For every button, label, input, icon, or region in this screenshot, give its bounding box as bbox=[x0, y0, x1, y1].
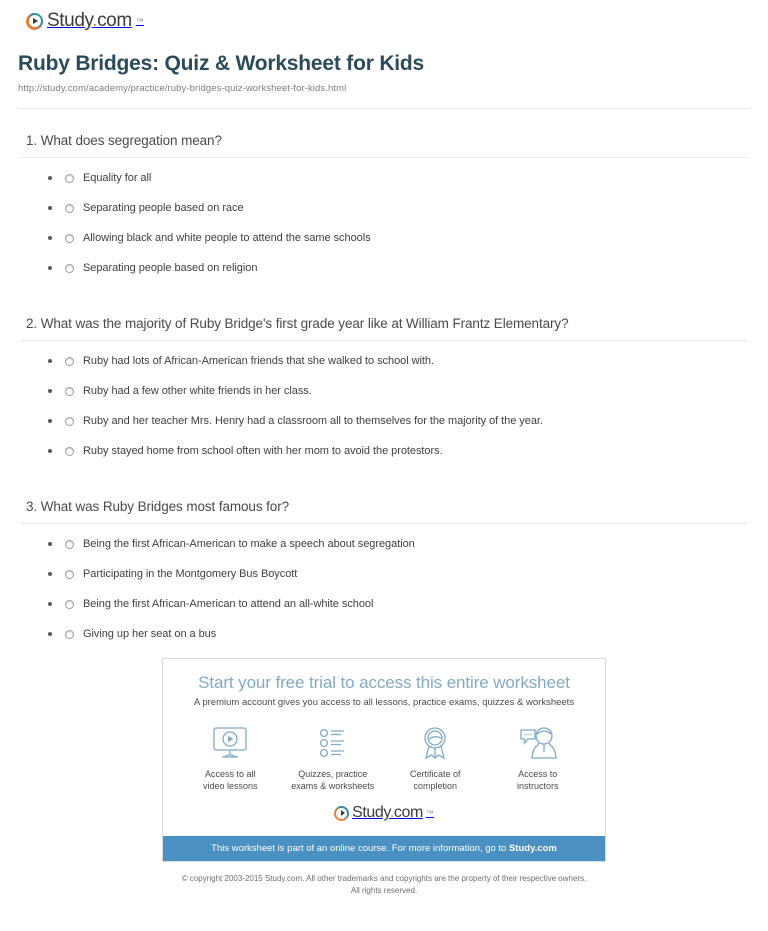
question-prompt-2: 2. What was the majority of Ruby Bridge's first grade year like at William Frantz Elementary? bbox=[26, 316, 569, 331]
studycom-logo[interactable] bbox=[26, 10, 144, 32]
logo-word-suffix: com bbox=[97, 10, 132, 31]
question-block-1 bbox=[14, 109, 754, 274]
logo-word-suffix: com bbox=[393, 804, 423, 822]
free-trial-promo-box bbox=[162, 658, 606, 862]
bullet-icon bbox=[48, 236, 52, 240]
promo-subtitle: A premium account gives you access to all lessons, practice exams, quizzes & worksheets bbox=[193, 697, 575, 708]
choice-label: Separating people based on religion bbox=[83, 262, 258, 274]
choice-list-1 bbox=[18, 158, 750, 274]
perk-label bbox=[487, 768, 590, 792]
radio-button-icon[interactable] bbox=[65, 630, 74, 639]
bullet-icon bbox=[48, 266, 52, 270]
award-ribbon-icon bbox=[384, 724, 487, 762]
perk-label-line2: instructors bbox=[516, 781, 559, 792]
instructor-chat-icon bbox=[487, 724, 590, 762]
choice-item[interactable] bbox=[48, 355, 750, 367]
copyright-line-1: © copyright 2003-2015 Study.com. All other trademarks and copyrights are the property of their respective owners. bbox=[181, 874, 587, 884]
choice-label: Ruby had a few other white friends in her class. bbox=[83, 385, 312, 397]
copyright-footer bbox=[14, 873, 754, 896]
choice-item[interactable] bbox=[48, 172, 750, 184]
choice-label: Ruby had lots of African-American friends that she walked to school with. bbox=[83, 355, 434, 367]
perk-video-lessons bbox=[179, 724, 282, 792]
promo-inner bbox=[163, 659, 605, 836]
choice-label: Ruby and her teacher Mrs. Henry had a classroom all to themselves for the majority of the year. bbox=[83, 415, 543, 427]
perk-label-line2: exams & worksheets bbox=[291, 781, 375, 792]
trademark-symbol: ™ bbox=[425, 808, 434, 818]
choice-item[interactable] bbox=[48, 232, 750, 244]
bullet-icon bbox=[48, 632, 52, 636]
bullet-icon bbox=[48, 449, 52, 453]
bullet-icon bbox=[48, 359, 52, 363]
choice-label: Ruby stayed home from school often with her mom to avoid the protestors. bbox=[83, 445, 443, 457]
bullet-icon bbox=[48, 206, 52, 210]
bullet-icon bbox=[48, 389, 52, 393]
promo-banner-text: This worksheet is part of an online course. For more information, go to bbox=[211, 843, 509, 855]
question-prompt-1: 1. What does segregation mean? bbox=[26, 133, 222, 148]
choice-label: Participating in the Montgomery Bus Boycott bbox=[83, 568, 298, 580]
choice-label: Being the first African-American to attend an all-white school bbox=[83, 598, 374, 610]
bullet-icon bbox=[48, 572, 52, 576]
page-url: http://study.com/academy/practice/ruby-bridges-quiz-worksheet-for-kids.html bbox=[18, 83, 347, 94]
checklist-icon bbox=[282, 724, 385, 762]
promo-wrapper bbox=[14, 658, 754, 862]
choice-label: Giving up her seat on a bus bbox=[83, 628, 217, 640]
perk-label-line1: Access to all bbox=[204, 769, 256, 779]
bullet-icon bbox=[48, 542, 52, 546]
choice-label: Allowing black and white people to attend the same schools bbox=[83, 232, 371, 244]
choice-item[interactable] bbox=[48, 538, 750, 550]
choice-item[interactable] bbox=[48, 598, 750, 610]
play-circle-icon bbox=[26, 13, 43, 30]
radio-button-icon[interactable] bbox=[65, 174, 74, 183]
title-block bbox=[14, 40, 754, 94]
bullet-icon bbox=[48, 602, 52, 606]
trademark-symbol: ™ bbox=[135, 16, 144, 26]
choice-item[interactable] bbox=[48, 445, 750, 457]
choice-list-3 bbox=[18, 524, 750, 640]
play-circle-icon bbox=[334, 806, 349, 821]
perks-list bbox=[179, 724, 589, 792]
perk-label bbox=[179, 768, 282, 792]
logo-wordmark bbox=[47, 10, 132, 32]
perk-quizzes-exams bbox=[282, 724, 385, 792]
bullet-icon bbox=[48, 176, 52, 180]
perk-instructors bbox=[487, 724, 590, 792]
radio-button-icon[interactable] bbox=[65, 204, 74, 213]
choice-item[interactable] bbox=[48, 262, 750, 274]
logo-word-prefix: Study bbox=[352, 804, 390, 822]
choice-item[interactable] bbox=[48, 628, 750, 640]
radio-button-icon[interactable] bbox=[65, 387, 74, 396]
logo-word-dot: . bbox=[92, 10, 98, 31]
perk-label-line1: Access to bbox=[518, 769, 558, 779]
question-block-3 bbox=[14, 475, 754, 640]
promo-banner-link[interactable]: Study.com bbox=[508, 843, 557, 855]
perk-label bbox=[282, 768, 385, 792]
choice-list-2 bbox=[18, 341, 750, 457]
brand-bar bbox=[14, 0, 754, 40]
radio-button-icon[interactable] bbox=[65, 447, 74, 456]
radio-button-icon[interactable] bbox=[65, 600, 74, 609]
choice-label: Separating people based on race bbox=[83, 202, 244, 214]
perk-label-line2: video lessons bbox=[202, 781, 258, 792]
perk-label bbox=[384, 768, 487, 792]
promo-banner[interactable] bbox=[163, 836, 605, 861]
choice-item[interactable] bbox=[48, 568, 750, 580]
perk-certificate bbox=[384, 724, 487, 792]
page-title: Ruby Bridges: Quiz & Worksheet for Kids bbox=[18, 52, 425, 75]
radio-button-icon[interactable] bbox=[65, 234, 74, 243]
monitor-play-icon bbox=[179, 724, 282, 762]
choice-item[interactable] bbox=[48, 385, 750, 397]
radio-button-icon[interactable] bbox=[65, 357, 74, 366]
choice-item[interactable] bbox=[48, 415, 750, 427]
perk-label-line1: Certificate of bbox=[409, 769, 461, 779]
question-block-2 bbox=[14, 292, 754, 457]
perk-label-line1: Quizzes, practice bbox=[298, 769, 368, 779]
logo-word-prefix: Study bbox=[47, 10, 93, 31]
perk-label-line2: completion bbox=[413, 781, 458, 792]
copyright-line-2: All rights reserved. bbox=[350, 885, 418, 895]
choice-label: Equality for all bbox=[83, 172, 152, 184]
promo-title: Start your free trial to access this entire worksheet bbox=[198, 673, 570, 692]
promo-studycom-logo[interactable] bbox=[179, 804, 589, 828]
choice-item[interactable] bbox=[48, 202, 750, 214]
choice-label: Being the first African-American to make a speech about segregation bbox=[83, 538, 415, 550]
radio-button-icon[interactable] bbox=[65, 540, 74, 549]
radio-button-icon[interactable] bbox=[65, 264, 74, 273]
bullet-icon bbox=[48, 419, 52, 423]
radio-button-icon[interactable] bbox=[65, 417, 74, 426]
radio-button-icon[interactable] bbox=[65, 570, 74, 579]
question-prompt-3: 3. What was Ruby Bridges most famous for? bbox=[26, 499, 290, 514]
logo-word-dot: . bbox=[389, 804, 394, 822]
logo-wordmark bbox=[352, 804, 423, 822]
